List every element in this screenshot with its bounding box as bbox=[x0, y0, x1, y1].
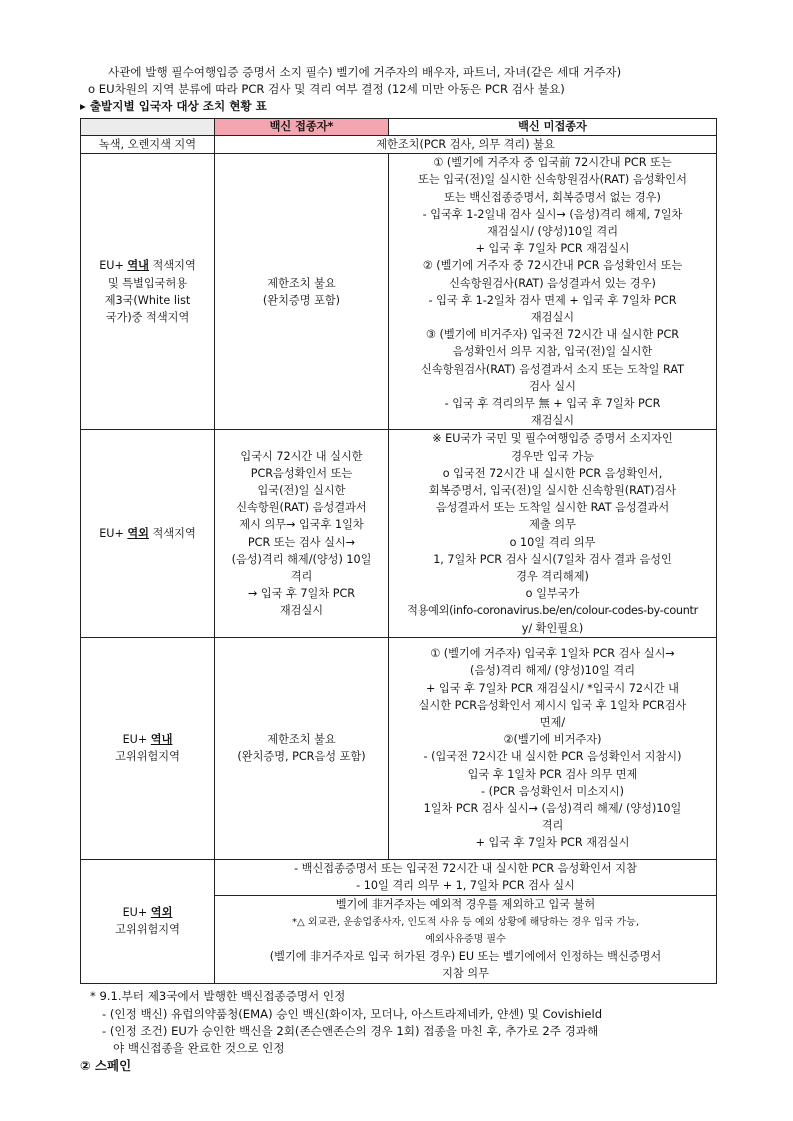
row-red-in bbox=[81, 154, 717, 430]
unvaccinated-high-in: ① (벨기에 거주자) 입국후 1일차 PCR 검사 실시→ (음성)격리 해제/ (양성)10일 격리 + 입국 후 7일차 PCR 재검실시/ *입국시 72시간 내 실시한 PCR음성확인서 제시시 입국 후 1일차 PCR검사 면제/ ②(벨기에 비거주자) - (입국전 72시간 내 실시한 PCR 음성확인서 지참시) 입국 후 1일차 PCR 검사 의무 면제 - (PCR 음성확인서 미소지시) 1일차 PCR 검사 실시→ (음성)격리 해제/ (양성)10일 격리 + 입국 후 7일차 PCR 재검실시 bbox=[389, 637, 717, 859]
unvaccinated-red-out: ※ EU국가 국민 및 필수여행입증 증명서 소지자인 경우만 입국 가능 o 입국전 72시간 내 실시한 PCR 음성확인서, 회복증명서, 입국(전)일 실시한 신속항원(RAT)검사 음성결과서 또는 도착일 실시한 RAT 음성결과서 제출 의무 o 10일 격리 의무 1, 7일차 PCR 검사 실시(7일차 검사 결과 음성인 경우 격리해제) o 일부국가 적용예외(info-coronavirus.be/en/colour-codes-by-countr y/ 확인필요) bbox=[389, 430, 717, 637]
row-high-out-merged bbox=[81, 859, 717, 895]
header-row bbox=[81, 119, 717, 136]
note-4: 야 백신접종을 완료한 것으로 인정 bbox=[113, 1041, 285, 1055]
region-red-out: EU+ 역외 적색지역 bbox=[81, 430, 215, 637]
header-unvaccinated: 백신 미접종자 bbox=[389, 119, 717, 136]
section-heading-spain: ② 스페인 bbox=[80, 1058, 132, 1073]
header-region bbox=[81, 119, 215, 136]
measure-green-orange: 제한조치(PCR 검사, 의무 격리) 불요 bbox=[215, 136, 717, 154]
row-high-in bbox=[81, 637, 717, 859]
note-3: - (인정 조건) EU가 승인한 백신을 2회(존슨앤존슨의 경우 1회) 접종을 마친 후, 추가로 2주 경과해 bbox=[102, 1024, 599, 1038]
intro-line-1: 사관에 발행 필수여행입증 증명서 소지 필수) 벨기에 거주자의 배우자, 파트너, 자녀(같은 세대 거주자) bbox=[108, 65, 622, 79]
entry-measures-table bbox=[80, 118, 717, 984]
intro-line-2: o EU차원의 지역 분류에 따라 PCR 검사 및 격리 여부 결정 (12세 미만 아동은 PCR 검사 불요) bbox=[88, 82, 565, 96]
note-1: * 9.1.부터 제3국에서 발행한 백신접종증명서 인정 bbox=[90, 989, 346, 1003]
vaccinated-red-in: 제한조치 불요 (완치증명 포함) bbox=[215, 154, 389, 430]
table-heading: ▸ 출발지별 입국자 대상 조치 현황 표 bbox=[80, 99, 267, 113]
region-high-in: EU+ 역내 고위위험지역 bbox=[81, 637, 215, 859]
region-red-in: EU+ 역내 적색지역 및 특별입국허용 제3국(White list 국가)중 적색지역 bbox=[81, 154, 215, 430]
vaccinated-high-in: 제한조치 불요 (완치증명, PCR음성 포함) bbox=[215, 637, 389, 859]
row-green-orange bbox=[81, 136, 717, 154]
row-red-out bbox=[81, 430, 717, 637]
region-high-out: EU+ 역외 고위위험지역 bbox=[81, 859, 215, 983]
measure-high-out-vaccinated: - 백신접종증명서 또는 입국전 72시간 내 실시한 PCR 음성확인서 지참 - 10일 격리 의무 + 1, 7일차 PCR 검사 실시 bbox=[215, 859, 717, 895]
header-vaccinated: 백신 접종자* bbox=[215, 119, 389, 136]
region-green-orange: 녹색, 오렌지색 지역 bbox=[81, 136, 215, 154]
vaccinated-red-out: 입국시 72시간 내 실시한 PCR음성확인서 또는 입국(전)일 실시한 신속항원(RAT) 음성결과서 제시 의무→ 입국후 1일차 PCR 또는 검사 실시→ (음성)격리 해제/(양성) 10일 격리 → 입국 후 7일차 PCR 재검실시 bbox=[215, 430, 389, 637]
unvaccinated-red-in: ① (벨기에 거주자 중 입국前 72시간내 PCR 또는 또는 입국(전)일 실시한 신속항원검사(RAT) 음성확인서 또는 백신접종증명서, 회복증명서 없는 경우) - 입국후 1-2일내 검사 실시→ (음성)격리 해제, 7일차 재검실시/ (양성)10일 격리 + 입국 후 7일차 PCR 재검실시 ② (벨기에 거주자 중 72시간내 PCR 음성확인서 또는 신속항원검사(RAT) 음성결과서 있는 경우) - 입국 후 1-2일차 검사 면제 + 입국 후 7일차 PCR 재검실시 ③ (벨기에 비거주자) 입국전 72시간 내 실시한 PCR 음성확인서 의무 지참, 입국(전)일 실시한 신속항원검사(RAT) 음성결과서 소지 또는 도착일 RAT 검사 실시 - 입국 후 격리의무 無 + 입국 후 7일차 PCR 재검실시 bbox=[389, 154, 717, 430]
note-2: - (인정 백신) 유럽의약품청(EMA) 승인 백신(화이자, 모더나, 아스트라제네카, 얀센) 및 Covishield bbox=[102, 1007, 603, 1021]
measure-high-out-unvaccinated: 벨기에 非거주자는 예외적 경우를 제외하고 입국 불허 *△ 외교관, 운송업종사자, 인도적 사유 등 예외 상황에 해당하는 경우 입국 가능, 예외사유증명 필수 (벨기에 非거주자로 입국 허가된 경우) EU 또는 벨기에에서 인정하는 백신증명서 지참 의무 bbox=[215, 895, 717, 983]
